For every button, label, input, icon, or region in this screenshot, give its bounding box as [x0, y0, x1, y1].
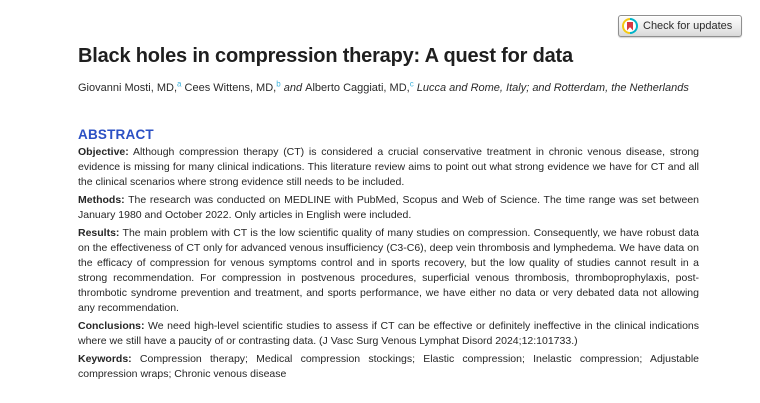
section-label-objective: Objective:: [78, 146, 129, 158]
abstract-section-conclusions: [78, 319, 699, 349]
article-content: [78, 0, 699, 382]
abstract-section-methods: [78, 193, 699, 223]
check-for-updates-label: Check for updates: [643, 20, 733, 32]
section-text-conclusions: We need high-level scientific studies to assess if CT can be effective or definitely ineffective in the clinical indications where we still have a paucity of or contrasting data. (J Vasc Surg Venous Lymphat Disord 2024;12:101733.): [78, 320, 699, 347]
affiliation-superscript-a: a: [177, 79, 182, 89]
byline-conjunction: and: [280, 82, 306, 94]
abstract-body: [78, 145, 699, 382]
section-text-objective: Although compression therapy (CT) is considered a crucial conservative treatment in chronic venous disease, strong evidence is missing for many clinical indications. This literature review aims to point out what strong evidence we have for CT and all the clinical scenarios where strong evidence still needs to be included.: [78, 146, 699, 188]
section-text-results: The main problem with CT is the low scientific quality of many studies on compression. Consequently, we have robust data on the effectiveness of CT only for advanced venous insufficiency (C3-C6), deep vein thrombosis and lymphedema. We have data on the efficacy of compression for venous symptoms control and in sports recovery, but the low quality of studies cannot result in a strong recommendation. For compression in postvenous procedures, superficial venous thrombosis, thromboprophylaxis, post-thrombotic syndrome prevention and treatment, and sports performance, we have either no data or very debated data not allowing any recommendation.: [78, 227, 699, 314]
abstract-section-results: [78, 226, 699, 316]
section-label-conclusions: Conclusions:: [78, 320, 145, 332]
article-title: Black holes in compression therapy: A quest for data: [78, 45, 573, 67]
author-name-3: Alberto Caggiati, MD,: [305, 82, 410, 94]
section-label-results: Results:: [78, 227, 120, 239]
section-text-keywords: Compression therapy; Medical compression stockings; Elastic compression; Inelastic compression; Adjustable compression wraps; Chronic venous disease: [78, 353, 699, 380]
section-label-methods: Methods:: [78, 194, 125, 206]
affiliation-superscript-b: b: [276, 79, 281, 89]
author-name-1: Giovanni Mosti, MD,: [78, 82, 178, 94]
section-label-keywords: Keywords:: [78, 353, 132, 365]
abstract-heading: ABSTRACT: [78, 127, 154, 142]
abstract-section-objective: [78, 145, 699, 190]
affiliation-superscript-c: c: [409, 79, 414, 89]
abstract-section-keywords: [78, 352, 699, 382]
affiliations-text: Lucca and Rome, Italy; and Rotterdam, the Netherlands: [413, 82, 689, 94]
author-byline: [78, 81, 699, 96]
section-text-methods: The research was conducted on MEDLINE with PubMed, Scopus and Web of Science. The time range was set between January 1980 and October 2022. Only articles in English were included.: [78, 194, 699, 221]
author-name-2: Cees Wittens, MD,: [181, 82, 277, 94]
